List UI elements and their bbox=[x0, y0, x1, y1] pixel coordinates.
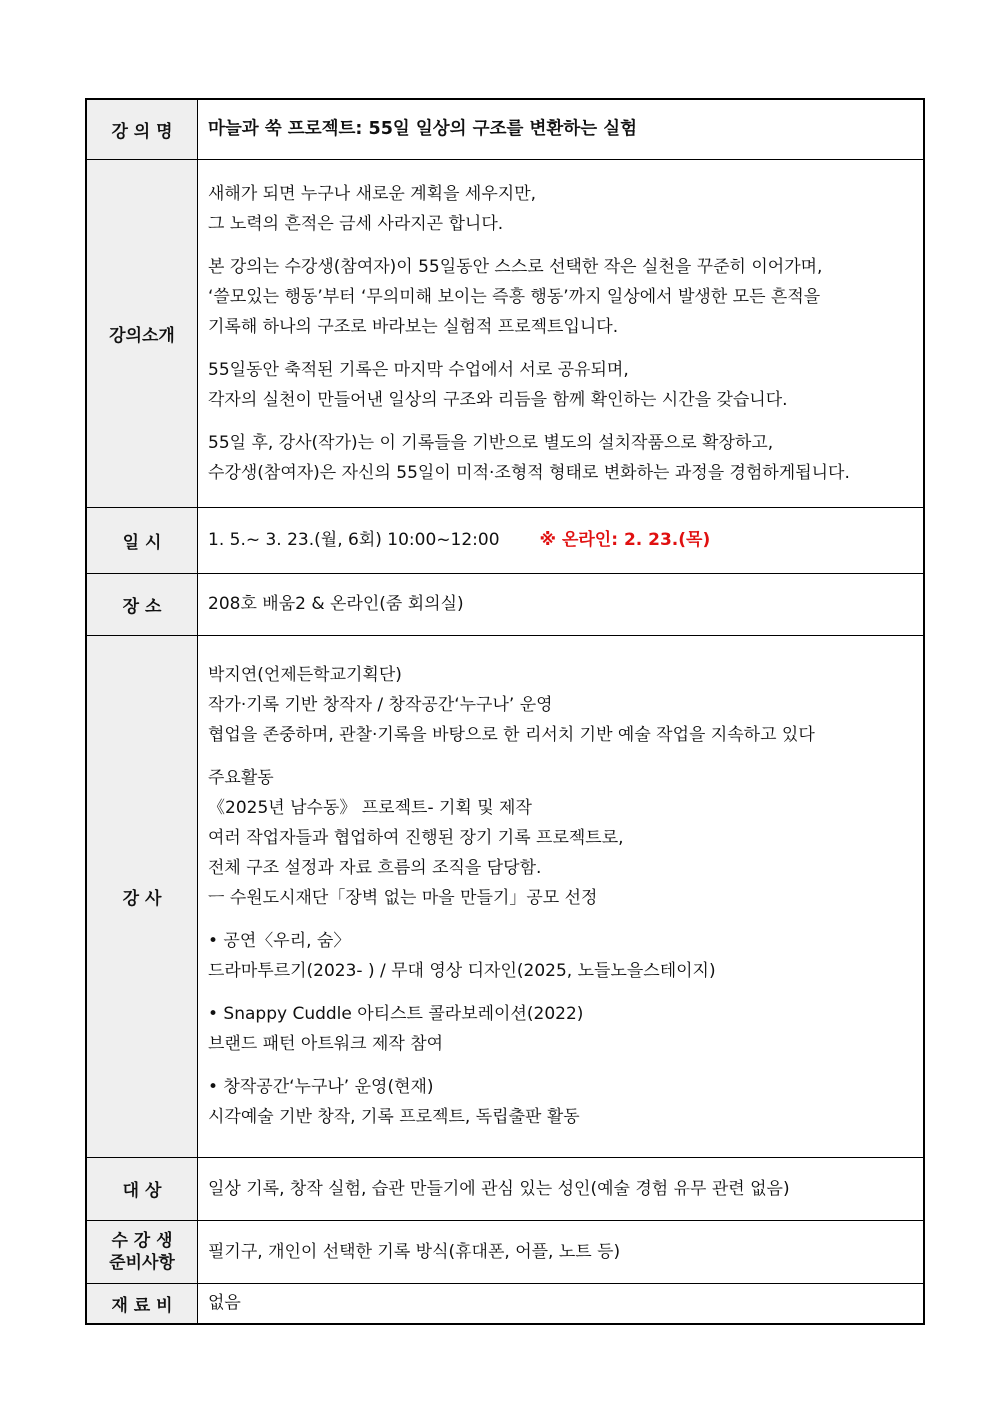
value-intro bbox=[198, 159, 925, 507]
instructor-line: 작가·기록 기반 창작자 / 창작공간‘누구나’ 운영 bbox=[208, 695, 553, 715]
instructor-line: • Snappy Cuddle 아티스트 콜라보레이션(2022) bbox=[208, 1004, 584, 1024]
value-prep: 필기구, 개인이 선택한 기록 방식(휴대폰, 어플, 노트 등) bbox=[198, 1220, 925, 1283]
instructor-line: 시각예술 기반 창작, 기록 프로젝트, 독립출판 활동 bbox=[208, 1107, 580, 1127]
instructor-line: 드라마투르기(2023- ) / 무대 영상 디자인(2025, 노들노을스테이지) bbox=[208, 961, 716, 981]
intro-line: 55일 후, 강사(작가)는 이 기록들을 기반으로 별도의 설치작품으로 확장하고, bbox=[208, 432, 774, 453]
label-schedule: 일 시 bbox=[86, 507, 198, 573]
value-fee: 없음 bbox=[198, 1283, 925, 1324]
label-prep bbox=[86, 1220, 198, 1283]
row-fee bbox=[86, 1283, 924, 1324]
row-place bbox=[86, 573, 924, 635]
instructor-line: 전체 구조 설정과 자료 흐름의 조직을 담당함. bbox=[208, 858, 542, 878]
label-title: 강 의 명 bbox=[86, 99, 198, 159]
label-target: 대 상 bbox=[86, 1157, 198, 1220]
row-prep bbox=[86, 1220, 924, 1283]
intro-line: ‘쓸모있는 행동’부터 ‘무의미해 보이는 즉흥 행동’까지 일상에서 발생한 모든 흔적을 bbox=[208, 286, 821, 307]
value-instructor bbox=[198, 635, 925, 1157]
label-instructor: 강 사 bbox=[86, 635, 198, 1157]
intro-line: 새해가 되면 누구나 새로운 계획을 세우지만, bbox=[208, 183, 537, 204]
value-target: 일상 기록, 창작 실험, 습관 만들기에 관심 있는 성인(예술 경험 유무 관련 없음) bbox=[198, 1157, 925, 1220]
schedule-text: 1. 5.~ 3. 23.(월, 6회) 10:00~12:00 bbox=[208, 530, 500, 550]
instructor-line: 《2025년 남수동》 프로젝트- 기획 및 제작 bbox=[208, 798, 532, 818]
label-fee: 재 료 비 bbox=[86, 1283, 198, 1324]
value-place: 208호 배움2 & 온라인(줌 회의실) bbox=[198, 573, 925, 635]
intro-line: 그 노력의 흔적은 금세 사라지곤 합니다. bbox=[208, 213, 504, 234]
label-intro: 강의소개 bbox=[86, 159, 198, 507]
label-place: 장 소 bbox=[86, 573, 198, 635]
value-schedule bbox=[198, 507, 925, 573]
row-intro bbox=[86, 159, 924, 507]
row-schedule bbox=[86, 507, 924, 573]
instructor-line: ㅡ 수원도시재단「장벽 없는 마을 만들기」공모 선정 bbox=[208, 888, 598, 908]
instructor-line: 박지연(언제든학교기획단) bbox=[208, 665, 402, 685]
instructor-line: 브랜드 패턴 아트워크 제작 참여 bbox=[208, 1034, 444, 1054]
label-prep-line2: 준비사항 bbox=[109, 1252, 175, 1273]
row-instructor bbox=[86, 635, 924, 1157]
row-title bbox=[86, 99, 924, 159]
instructor-line: • 창작공간‘누구나’ 운영(현재) bbox=[208, 1077, 434, 1097]
course-info-table bbox=[85, 98, 925, 1325]
intro-line: 기록해 하나의 구조로 바라보는 실험적 프로젝트입니다. bbox=[208, 316, 619, 337]
instructor-line: 협업을 존중하며, 관찰·기록을 바탕으로 한 리서치 기반 예술 작업을 지속하고 있다 bbox=[208, 725, 815, 745]
intro-line: 수강생(참여자)은 자신의 55일이 미적·조형적 형태로 변화하는 과정을 경험하게됩니다. bbox=[208, 462, 850, 483]
label-prep-line1: 수 강 생 bbox=[111, 1230, 173, 1251]
instructor-line: 주요활동 bbox=[208, 768, 274, 788]
intro-line: 본 강의는 수강생(참여자)이 55일동안 스스로 선택한 작은 실천을 꾸준히 이어가며, bbox=[208, 256, 823, 277]
value-title bbox=[198, 99, 925, 159]
row-target bbox=[86, 1157, 924, 1220]
instructor-line: 여러 작업자들과 협업하여 진행된 장기 기록 프로젝트로, bbox=[208, 828, 624, 848]
course-title: 마늘과 쑥 프로젝트: 55일 일상의 구조를 변환하는 실험 bbox=[208, 119, 638, 140]
instructor-line: • 공연〈우리, 숨〉 bbox=[208, 931, 351, 951]
intro-line: 각자의 실천이 만들어낸 일상의 구조와 리듬을 함께 확인하는 시간을 갖습니다. bbox=[208, 389, 788, 410]
online-note: ※ 온라인: 2. 23.(목) bbox=[539, 530, 711, 550]
intro-line: 55일동안 축적된 기록은 마지막 수업에서 서로 공유되며, bbox=[208, 359, 629, 380]
